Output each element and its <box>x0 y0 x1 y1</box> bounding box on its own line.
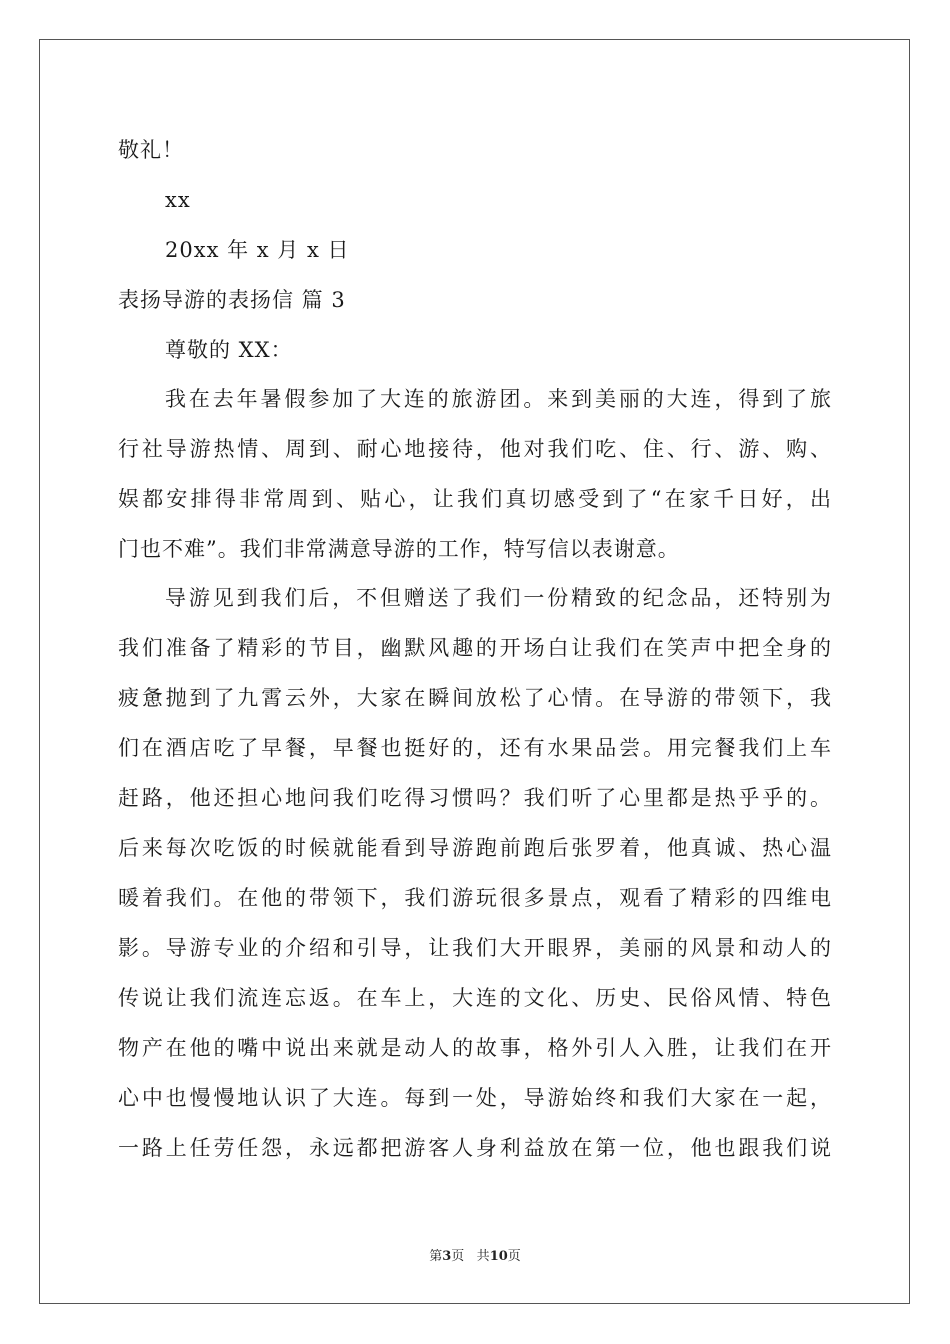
signature-name: xx <box>165 188 191 212</box>
body-line: 行社导游热情、周到、耐心地接待，他对我们吃、住、行、游、购、 <box>118 437 832 461</box>
closing-salutation: 敬礼！ <box>118 138 184 162</box>
body-line: 门也不难”。我们非常满意导游的工作，特写信以表谢意。 <box>118 537 680 561</box>
total-prefix: 共 <box>476 1249 490 1264</box>
letter-greeting: 尊敬的 XX： <box>165 338 293 362</box>
page-number: 3 <box>442 1249 452 1264</box>
body-line: 后来每次吃饭的时候就能看到导游跑前跑后张罗着，他真诚、热心温 <box>118 836 832 860</box>
body-line: 传说让我们流连忘返。在车上，大连的文化、历史、民俗风情、特色 <box>118 986 832 1010</box>
body-line: 导游见到我们后，不但赠送了我们一份精致的纪念品，还特别为 <box>165 586 832 610</box>
body-line: 影。导游专业的介绍和引导，让我们大开眼界，美丽的风景和动人的 <box>118 936 832 960</box>
body-line: 一路上任劳任怨，永远都把游客人身利益放在第一位，他也跟我们说 <box>118 1136 832 1160</box>
page-frame <box>39 39 910 1304</box>
total-pages: 10 <box>489 1249 508 1264</box>
body-line: 赶路，他还担心地问我们吃得习惯吗？我们听了心里都是热乎乎的。 <box>118 786 832 810</box>
body-line: 心中也慢慢地认识了大连。每到一处，导游始终和我们大家在一起， <box>118 1086 832 1110</box>
body-line: 疲惫抛到了九霄云外，大家在瞬间放松了心情。在导游的带领下，我 <box>118 686 832 710</box>
page-suffix: 页 <box>451 1249 465 1264</box>
body-line: 我在去年暑假参加了大连的旅游团。来到美丽的大连，得到了旅 <box>165 387 832 411</box>
section-heading: 表扬导游的表扬信 篇 3 <box>118 288 346 312</box>
body-line: 我们准备了精彩的节目，幽默风趣的开场白让我们在笑声中把全身的 <box>118 636 832 660</box>
total-suffix: 页 <box>507 1249 521 1264</box>
signature-date: 20xx 年 x 月 x 日 <box>165 238 350 262</box>
body-line: 们在酒店吃了早餐，早餐也挺好的，还有水果品尝。用完餐我们上车 <box>118 736 832 760</box>
page-footer <box>0 1248 950 1266</box>
body-line: 暖着我们。在他的带领下，我们游玩很多景点，观看了精彩的四维电 <box>118 886 832 910</box>
body-line: 物产在他的嘴中说出来就是动人的故事，格外引人入胜，让我们在开 <box>118 1036 832 1060</box>
body-line: 娱都安排得非常周到、贴心，让我们真切感受到了“在家千日好，出 <box>118 487 832 511</box>
page-prefix: 第 <box>429 1249 443 1264</box>
